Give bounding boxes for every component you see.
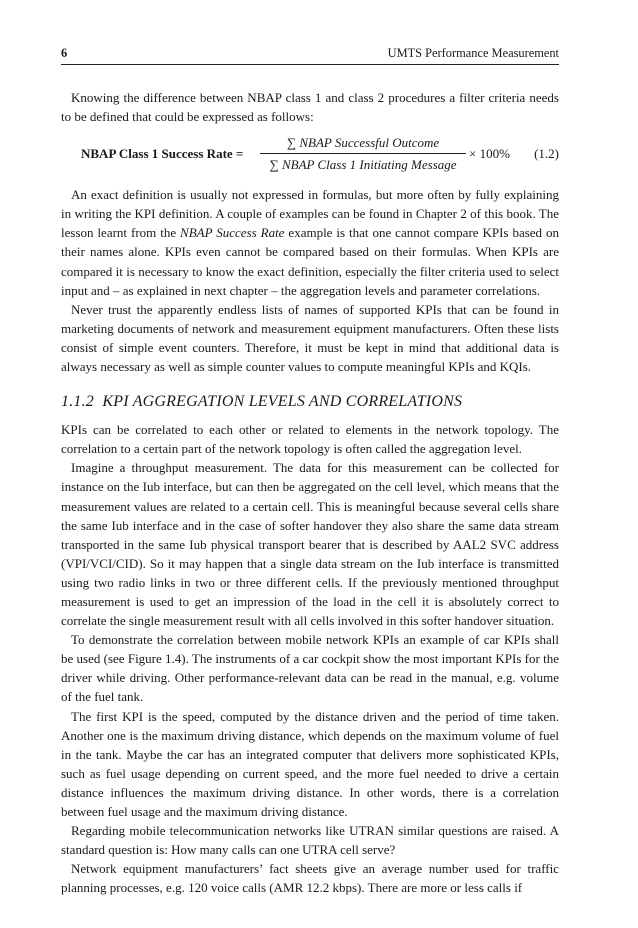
equation-number: (1.2) xyxy=(534,146,559,162)
paragraph-definition xyxy=(61,185,559,300)
sum-symbol: ∑ xyxy=(286,135,297,151)
paragraph-throughput: Imagine a throughput measurement. The data for this measurement can be collected for instance on the Iub interface, but can then be aggregated on the cell level, which means that the measurement values are related to a certain cell. This is meaningful because several cells share the same Iub interface and in the case of softer handover they also share the same data stream transported in the same Iub physical transport bearer that is described by AAL2 SVC address (VPI/VCI/CID). So it may happen that a single data stream on the Iub interface is transmitted using two radio links in two or three different cells. If the previously mentioned throughput measurement is used to get an impression of the load in the cell it is absolutely correct to correlate the single measurement result with all cells involved in this softer handover situation. xyxy=(61,460,559,629)
section-number: 1.1.2 xyxy=(61,393,94,411)
paragraph-intro: Knowing the difference between NBAP class 1 and class 2 procedures a filter criteria needs to be defined that could be expressed as follows: xyxy=(61,90,559,125)
paragraph-never-trust: Never trust the apparently endless lists of names of supported KPIs that can be found in marketing documents of network and measurement equipment manufacturers. Often these lists consist of simple event counters. Therefore, it must be kept in mind that additional data is always necessary as well as simple counter values to compute meaningful KPIs and KQIs. xyxy=(61,301,559,375)
equation-1-2 xyxy=(61,133,559,177)
paragraph-car-kpis: To demonstrate the correlation between mobile network KPIs an example of car KPIs shall be used (see Figure 1.4). The instruments of a car cockpit show the most important KPIs for the driver while driving. Other performance-relevant data can be read in the manual, e.g. volume of the fuel tank. xyxy=(61,632,559,705)
para2-emphasis: NBAP Success Rate xyxy=(180,225,285,241)
para2-text-a: An exact definition is usually not expressed in formulas, but more often by fully explaining in writing the KPI definition. A couple of examples can be found in Chapter 2 of this book. The lesson learnt from the xyxy=(61,187,559,241)
sum-symbol: ∑ xyxy=(269,157,279,173)
body-text xyxy=(61,88,559,897)
paragraph-utran: Regarding mobile telecommunication networks like UTRAN similar questions are raised. A standard question is: How many calls can one UTRA cell serve? xyxy=(61,823,559,858)
paragraph-fact-sheets: Network equipment manufacturers’ fact sheets give an average number used for traffic planning processes, e.g. 120 voice calls (AMR 12.2 kbps). There are more or less calls if xyxy=(61,861,559,896)
numerator-text: NBAP Successful Outcome xyxy=(299,135,440,151)
equation-fraction xyxy=(260,133,466,174)
equation-denominator xyxy=(260,155,466,174)
section-title: KPI AGGREGATION LEVELS AND CORRELATIONS xyxy=(102,393,463,411)
equation-numerator xyxy=(260,133,466,152)
running-header xyxy=(61,46,559,65)
equation-lhs: NBAP Class 1 Success Rate = xyxy=(81,146,244,162)
equation-multiplier: × 100% xyxy=(469,146,510,162)
denominator-text: NBAP Class 1 Initiating Message xyxy=(281,157,457,173)
fraction-bar xyxy=(260,153,466,154)
section-heading xyxy=(61,393,559,411)
para2-text-b: example is that one cannot compare KPIs based on their names alone. KPIs even cannot be compared based on their formulas. When KPIs are compared it is necessary to know the exact definition, especially the filter criteria used to select input and – as explained in next chapter – the aggregation levels and parameter correlations. xyxy=(61,225,559,298)
paragraph-correlation: KPIs can be correlated to each other or related to elements in the network topology. The correlation to a certain part of the network topology is often called the aggregation level. xyxy=(61,422,559,457)
paragraph-speed: The first KPI is the speed, computed by the distance driven and the period of time taken. Another one is the maximum driving distance, which depends on the maximum volume of fuel in the tank. Maybe the car has an integrated computer that delivers more sophisticated KPIs, such as fuel usage depending on current speed, and the more fuel needed to drive a certain distance influences the maximum driving distance. In other words, there is a correlation between fuel usage and the maximum driving distance. xyxy=(61,708,559,819)
running-title: UMTS Performance Measurement xyxy=(387,46,559,60)
page-number: 6 xyxy=(61,46,68,60)
